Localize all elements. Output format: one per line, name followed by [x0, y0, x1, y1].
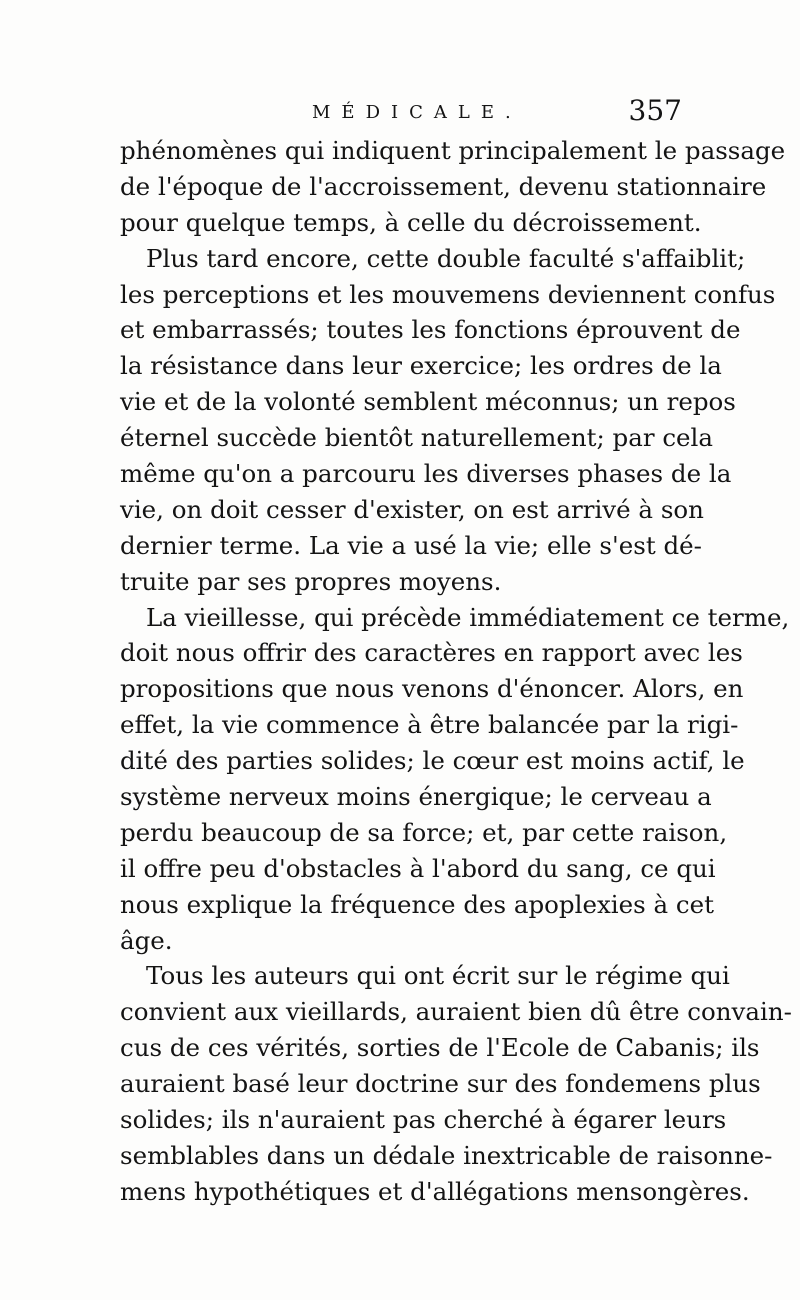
text-line: la résistance dans leur exercice; les ordres de la: [120, 351, 722, 381]
text-line: cus de ces vérités, sorties de l'Ecole de Cabanis; ils: [120, 1033, 760, 1063]
text-line: auraient basé leur doctrine sur des fondemens plus: [120, 1069, 761, 1099]
text-line: solides; ils n'auraient pas cherché à égarer leurs: [120, 1105, 727, 1135]
running-title: MÉDICALE.: [312, 102, 522, 123]
text-line: Tous les auteurs qui ont écrit sur le régime qui: [146, 961, 730, 991]
text-line: même qu'on a parcouru les diverses phases de la: [120, 459, 732, 489]
text-line: vie et de la volonté semblent méconnus; un repos: [120, 387, 736, 417]
text-line: âge.: [120, 925, 173, 955]
text-line: système nerveux moins énergique; le cerveau a: [120, 782, 712, 812]
text-line: doit nous offrir des caractères en rapport avec les: [120, 638, 743, 668]
text-line: et embarrassés; toutes les fonctions éprouvent de: [120, 315, 741, 345]
text-line: convient aux vieillards, auraient bien dû être convain-: [120, 997, 792, 1027]
text-line: La vieillesse, qui précède immédiatement ce terme,: [146, 602, 790, 632]
text-line: nous explique la fréquence des apoplexies à cet: [120, 889, 714, 919]
text-line: vie, on doit cesser d'exister, on est arrivé à son: [120, 494, 704, 524]
text-line: pour quelque temps, à celle du décroissement.: [120, 207, 702, 237]
text-line: phénomènes qui indiquent principalement le passage: [120, 136, 786, 165]
text-line: propositions que nous venons d'énoncer. Alors, en: [120, 674, 744, 704]
page-number: 357: [628, 94, 682, 127]
text-line: mens hypothétiques et d'allégations mensongères.: [120, 1176, 750, 1206]
text-line: semblables dans un dédale inextricable de raisonne-: [120, 1140, 773, 1170]
text-line: perdu beaucoup de sa force; et, par cette raison,: [120, 817, 728, 847]
text-line: dernier terme. La vie a usé la vie; elle s'est dé-: [120, 530, 702, 560]
text-line: dité des parties solides; le cœur est moins actif, le: [120, 746, 745, 776]
running-head: [122, 94, 682, 134]
body-text: [120, 133, 792, 1210]
text-line: les perceptions et les mouvemens deviennent confus: [120, 279, 776, 309]
text-line: effet, la vie commence à être balancée par la rigi-: [120, 710, 739, 740]
text-line: éternel succède bientôt naturellement; par cela: [120, 423, 713, 453]
text-line: Plus tard encore, cette double faculté s'affaiblit;: [146, 243, 746, 273]
text-line: de l'époque de l'accroissement, devenu stationnaire: [120, 171, 767, 201]
text-line: truite par ses propres moyens.: [120, 566, 502, 596]
text-line: il offre peu d'obstacles à l'abord du sang, ce qui: [120, 853, 716, 883]
